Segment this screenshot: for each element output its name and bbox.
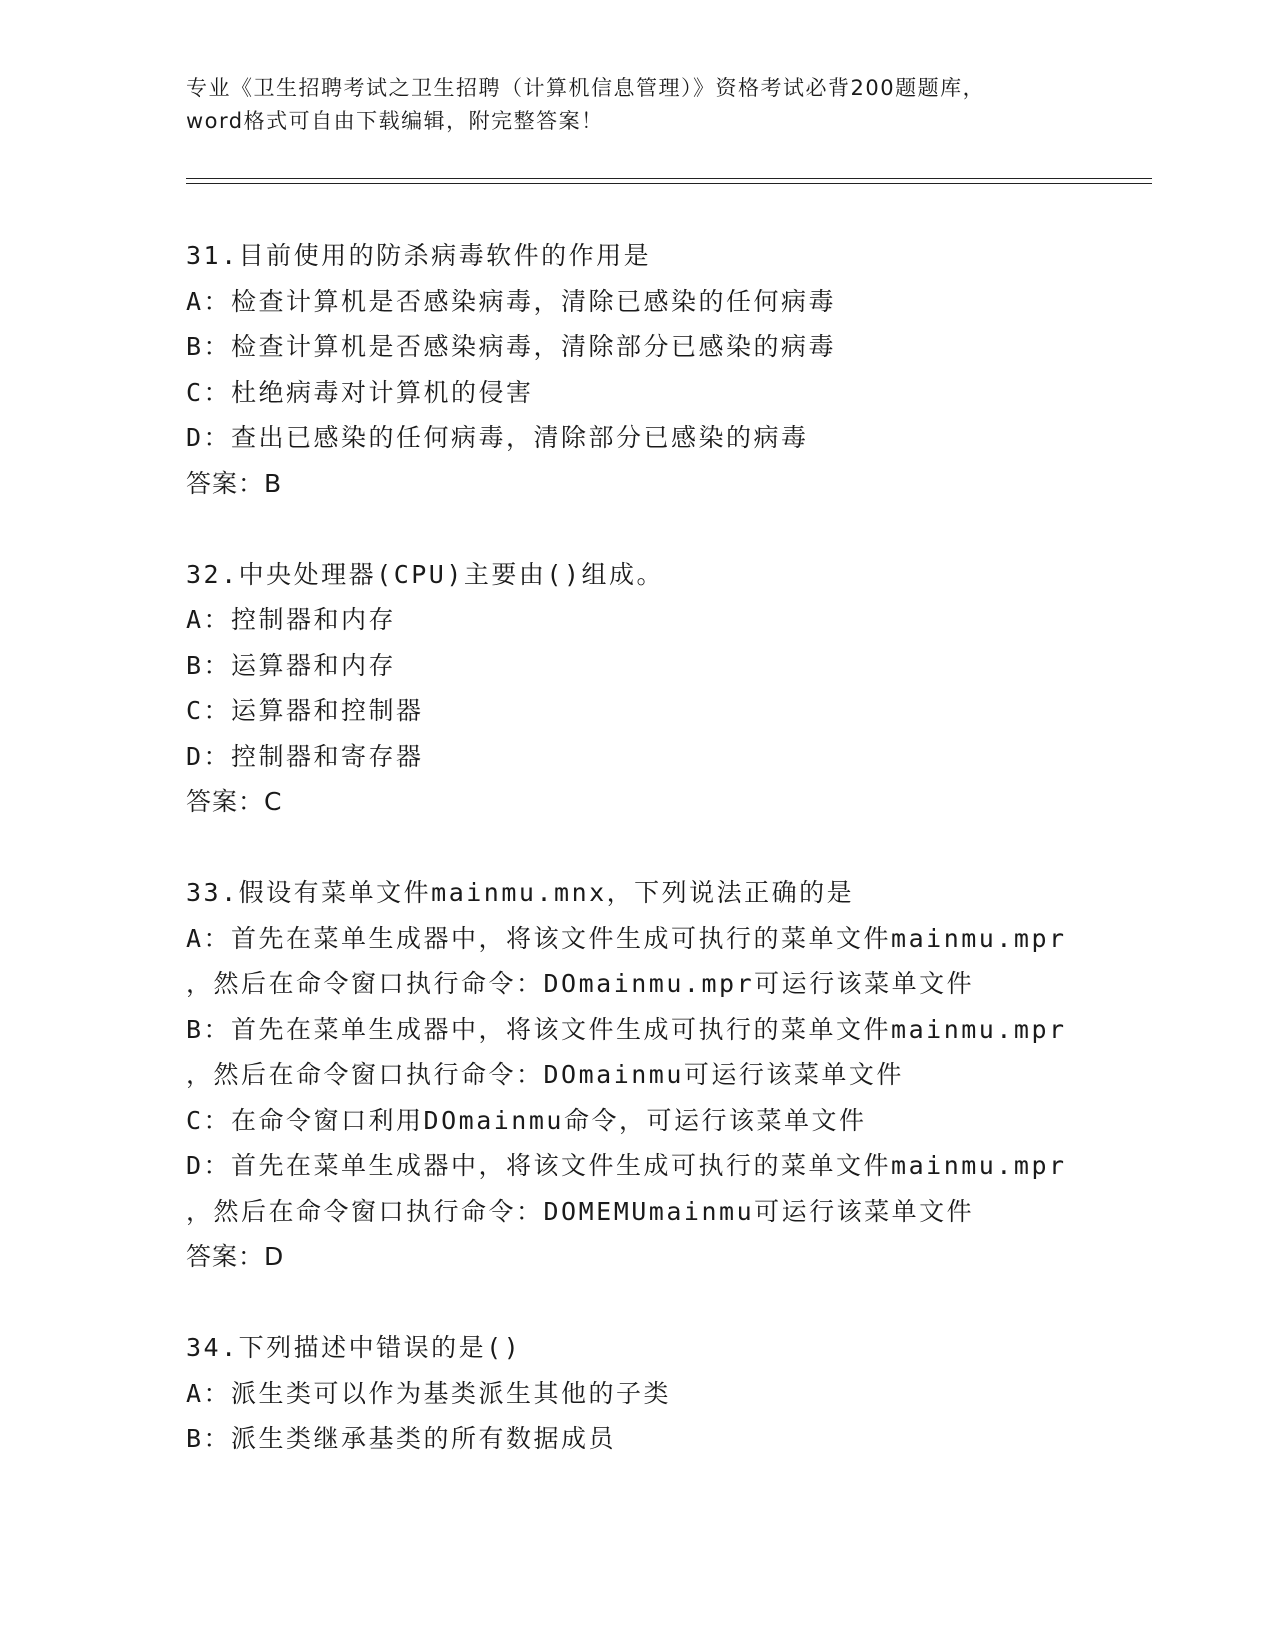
option-a: A：检查计算机是否感染病毒，清除已感染的任何病毒 bbox=[186, 286, 837, 316]
question-title: 33.假设有菜单文件mainmu.mnx，下列说法正确的是 bbox=[186, 878, 855, 907]
question-33 bbox=[186, 870, 1186, 1279]
option-a: A：首先在菜单生成器中，将该文件生成可执行的菜单文件mainmu.mpr bbox=[186, 923, 1067, 953]
option-c: C：运算器和控制器 bbox=[186, 696, 424, 725]
question-title: 32.中央处理器(CPU)主要由()组成。 bbox=[186, 559, 665, 589]
option-c: C：在命令窗口利用DOmainmu命令，可运行该菜单文件 bbox=[186, 1105, 867, 1135]
question-title: 31.目前使用的防杀病毒软件的作用是 bbox=[186, 241, 652, 270]
option-d: D：首先在菜单生成器中，将该文件生成可执行的菜单文件mainmu.mpr bbox=[186, 1151, 1067, 1180]
option-d: D：控制器和寄存器 bbox=[186, 741, 424, 771]
header-line-2: word格式可自由下载编辑，附完整答案！ bbox=[186, 109, 604, 133]
option-d-cont: ，然后在命令窗口执行命令：DOMEMUmainmu可运行该菜单文件 bbox=[186, 1196, 975, 1226]
option-b: B：运算器和内存 bbox=[186, 650, 397, 680]
question-31 bbox=[186, 233, 1186, 506]
question-list bbox=[186, 233, 1186, 1508]
header-divider-bottom bbox=[186, 183, 1152, 184]
answer-label: 答案：D bbox=[186, 1242, 285, 1271]
option-b: B：派生类继承基类的所有数据成员 bbox=[186, 1424, 617, 1453]
answer-label: 答案：B bbox=[186, 468, 283, 498]
option-d: D：查出已感染的任何病毒，清除部分已感染的病毒 bbox=[186, 423, 809, 452]
option-b: B：首先在菜单生成器中，将该文件生成可执行的菜单文件mainmu.mpr bbox=[186, 1014, 1067, 1044]
question-32 bbox=[186, 552, 1186, 825]
option-a: A：派生类可以作为基类派生其他的子类 bbox=[186, 1378, 672, 1408]
header-line-1: 专业《卫生招聘考试之卫生招聘（计算机信息管理）》资格考试必背200题题库， bbox=[186, 76, 986, 100]
document-header bbox=[186, 72, 1086, 138]
option-b-cont: ，然后在命令窗口执行命令：DOmainmu可运行该菜单文件 bbox=[186, 1060, 904, 1089]
answer-label: 答案：C bbox=[186, 787, 283, 816]
option-b: B：检查计算机是否感染病毒，清除部分已感染的病毒 bbox=[186, 332, 837, 361]
question-34 bbox=[186, 1325, 1186, 1462]
option-a: A：控制器和内存 bbox=[186, 605, 397, 634]
option-c: C：杜绝病毒对计算机的侵害 bbox=[186, 377, 534, 407]
question-title: 34.下列描述中错误的是() bbox=[186, 1333, 522, 1362]
header-divider-top bbox=[186, 178, 1152, 179]
option-a-cont: ，然后在命令窗口执行命令：DOmainmu.mpr可运行该菜单文件 bbox=[186, 969, 975, 998]
